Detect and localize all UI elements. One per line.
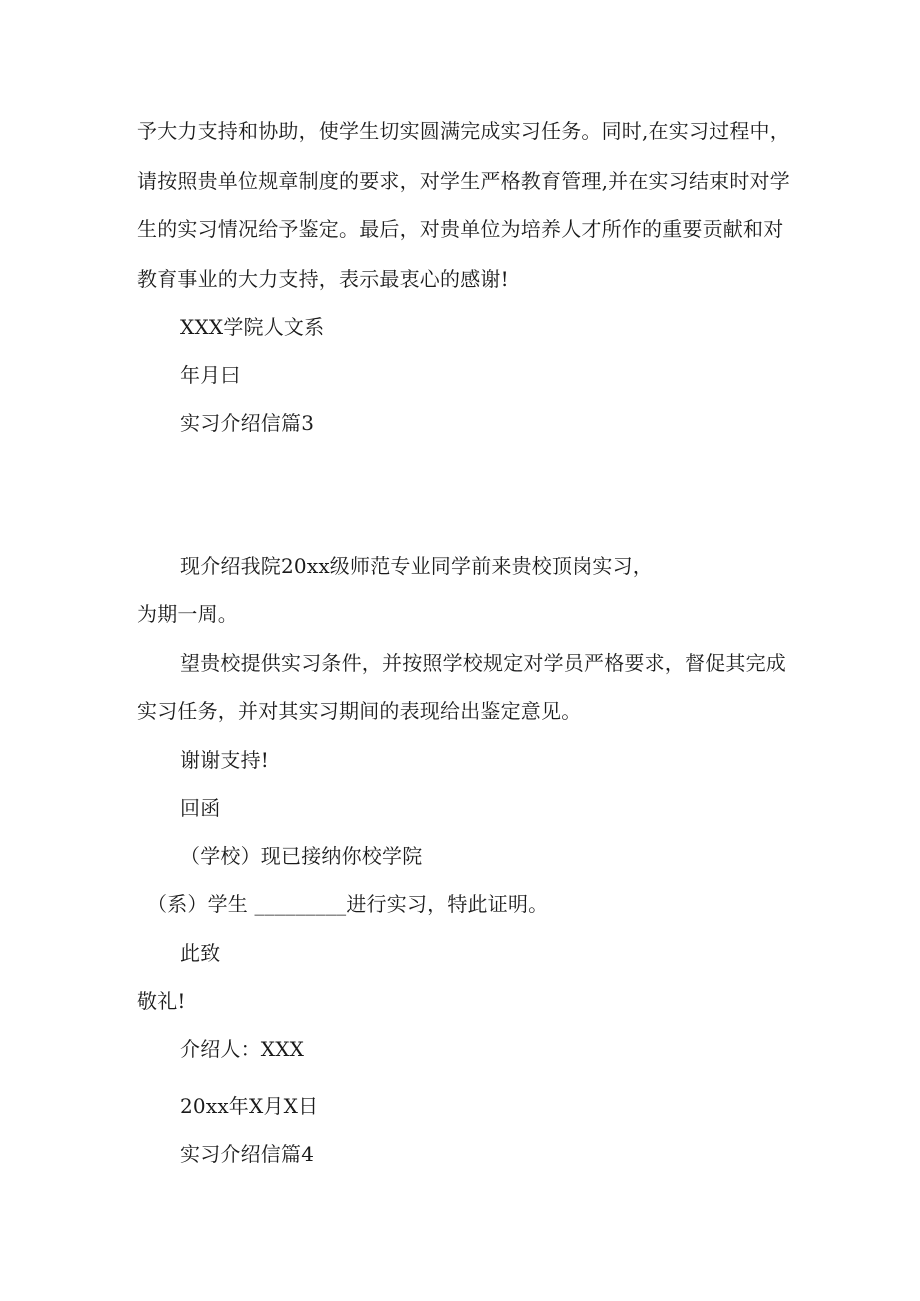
paragraph-line: 请按照贵单位规章制度的要求，对学生严格教育管理,并在实习结束时对学	[137, 169, 790, 193]
introducer-line: 介绍人：XXX	[180, 1037, 305, 1061]
paragraph-line: 实习任务，并对其实习期间的表现给出鉴定意见。	[137, 699, 582, 723]
paragraph-line: （系）学生 _________进行实习，特此证明。	[147, 892, 549, 916]
paragraph-line: 现介绍我院20xx级师范专业同学前来贵校顶岗实习，	[180, 554, 654, 578]
paragraph-line: 教育事业的大力支持，表示最衷心的感谢!	[137, 267, 509, 291]
paragraph-line: 予大力支持和协助，使学生切实圆满完成实习任务。同时,在实习过程中，	[137, 119, 790, 143]
thanks-line: 谢谢支持!	[180, 748, 270, 772]
signature-date: 年月曰	[180, 363, 241, 387]
section-heading: 实习介绍信篇3	[180, 411, 315, 435]
signature-department: XXX学院人文系	[180, 315, 325, 339]
closing-salute: 敬礼!	[137, 989, 186, 1013]
section-heading: 实习介绍信篇4	[180, 1142, 315, 1166]
paragraph-line: 为期一周。	[137, 602, 238, 626]
closing-line: 此致	[180, 941, 221, 965]
reply-heading: 回函	[180, 796, 221, 820]
date-line: 20xx年X月X日	[180, 1094, 319, 1118]
paragraph-line: 望贵校提供实习条件，并按照学校规定对学员严格要求，督促其完成	[180, 651, 786, 675]
paragraph-line: 生的实习情况给予鉴定。最后，对贵单位为培养人才所作的重要贡献和对	[137, 217, 784, 241]
paragraph-line: （学校）现已接纳你校学院	[180, 844, 423, 868]
